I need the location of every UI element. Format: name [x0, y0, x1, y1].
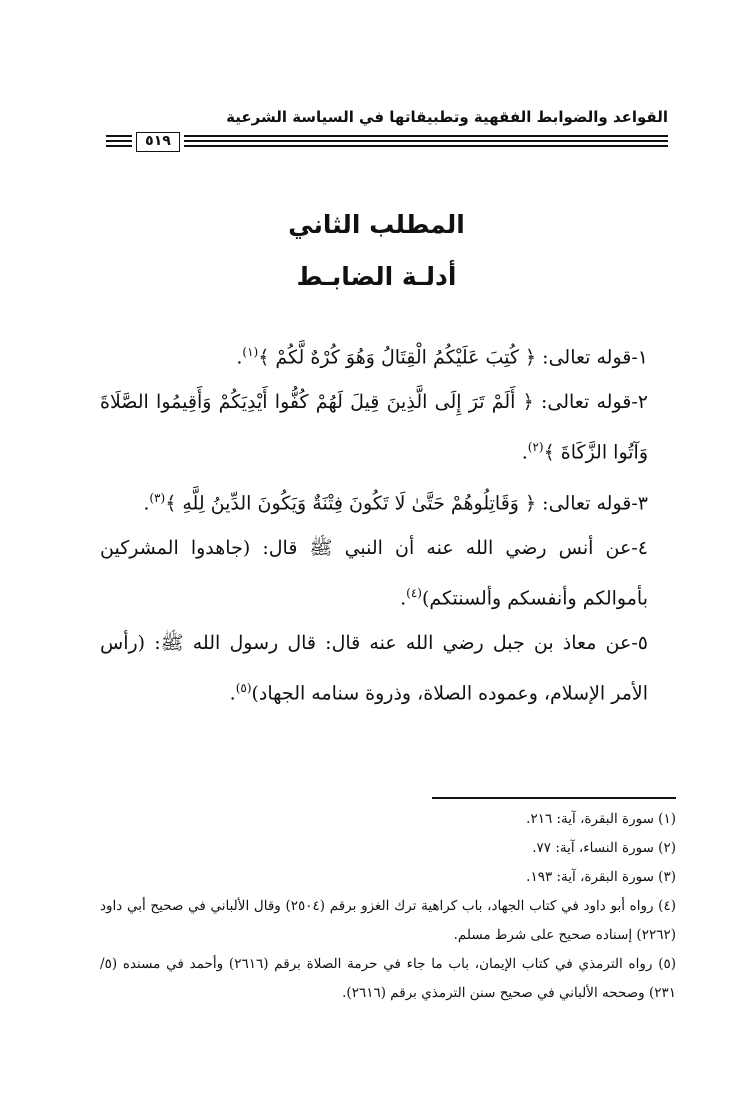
header-rule [106, 145, 132, 147]
evidence-text: ٣-قوله تعالى: ﴿ وَقَاتِلُوهُمْ حَتَّىٰ لَا تَكُونَ فِتْنَةٌ وَيَكُونَ الدِّينُ لِلَّهِ ﴾ [165, 491, 648, 514]
evidence-text: ١-قوله تعالى: ﴿ كُتِبَ عَلَيْكُمُ الْقِتَالُ وَهُوَ كُرْهٌ لَّكُمْ ﴾ [258, 346, 648, 369]
header-rule [184, 140, 668, 142]
evidence-text: ٤-عن أنس رضي الله عنه أن النبي ﷺ قال: (جاهدوا المشركين بأموالكم وأنفسكم وألسنتكم) [100, 536, 648, 610]
evidence-text: ٥-عن معاذ بن جبل رضي الله عنه قال: قال رسول الله ﷺ: (رأس الأمر الإسلام، وعموده الصلاة، وذروة سنامه الجهاد) [100, 632, 648, 705]
footnote-ref: (٣) [149, 490, 166, 505]
header-rule [106, 140, 132, 142]
evidence-end: . [229, 682, 236, 705]
header-rule [184, 145, 668, 147]
footnote: (٢) سورة النساء، آية: ٧٧. [532, 839, 676, 856]
evidence-end: . [521, 441, 528, 464]
page-header [106, 108, 668, 154]
evidence-end: . [143, 491, 150, 514]
evidence-item [100, 526, 676, 621]
section-heading: المطلب الثاني [288, 210, 465, 239]
footnote: (٣) سورة البقرة، آية: ١٩٣. [526, 868, 676, 885]
evidence-item [100, 476, 676, 526]
footnote-separator [432, 797, 676, 799]
footnote: (١) سورة البقرة، آية: ٢١٦. [526, 810, 676, 827]
evidence-item [100, 621, 676, 716]
footnote-ref: (٢) [527, 440, 544, 455]
evidence-text: ٢-قوله تعالى: ﴿ أَلَمْ تَرَ إِلَى الَّذِينَ قِيلَ لَهُمْ كُفُّوا أَيْدِيَكُمْ وَأَقِيمُوا الصَّلَاةَ وَآتُوا الزَّكَاةَ ﴾ [100, 391, 648, 464]
evidence-item [100, 380, 676, 475]
subsection-heading: أدلـة الضابـط [296, 262, 457, 291]
header-rule [106, 135, 132, 137]
footnote: (٥) رواه الترمذي في كتاب الإيمان، باب ما جاء في حرمة الصلاة برقم (٢٦١٦) وأحمد في مسنده (٥/ ٢٣١) وصححه الألباني في صحيح سنن الترمذي برقم (٢٦١٦). [100, 955, 677, 1001]
footnote-ref: (١) [242, 345, 259, 359]
evidence-end: . [400, 587, 407, 610]
main-text [100, 330, 676, 717]
footnotes [100, 797, 676, 1008]
page-number: ٥١٩ [136, 132, 180, 152]
footnote-ref: (٥) [235, 681, 252, 696]
evidence-end: . [236, 346, 243, 369]
header-rule [184, 135, 668, 137]
running-title: القواعد والضوابط الفقهية وتطبيقاتها في السياسة الشرعية [226, 108, 668, 126]
footnote: (٤) رواه أبو داود في كتاب الجهاد، باب كراهية ترك الغزو برقم (٢٥٠٤) وقال الألباني في صحيح أبي داود (٢٢٦٢) إسناده صحيح على شرط مسلم. [100, 897, 676, 943]
footnote-ref: (٤) [406, 585, 422, 600]
evidence-item [100, 330, 676, 380]
